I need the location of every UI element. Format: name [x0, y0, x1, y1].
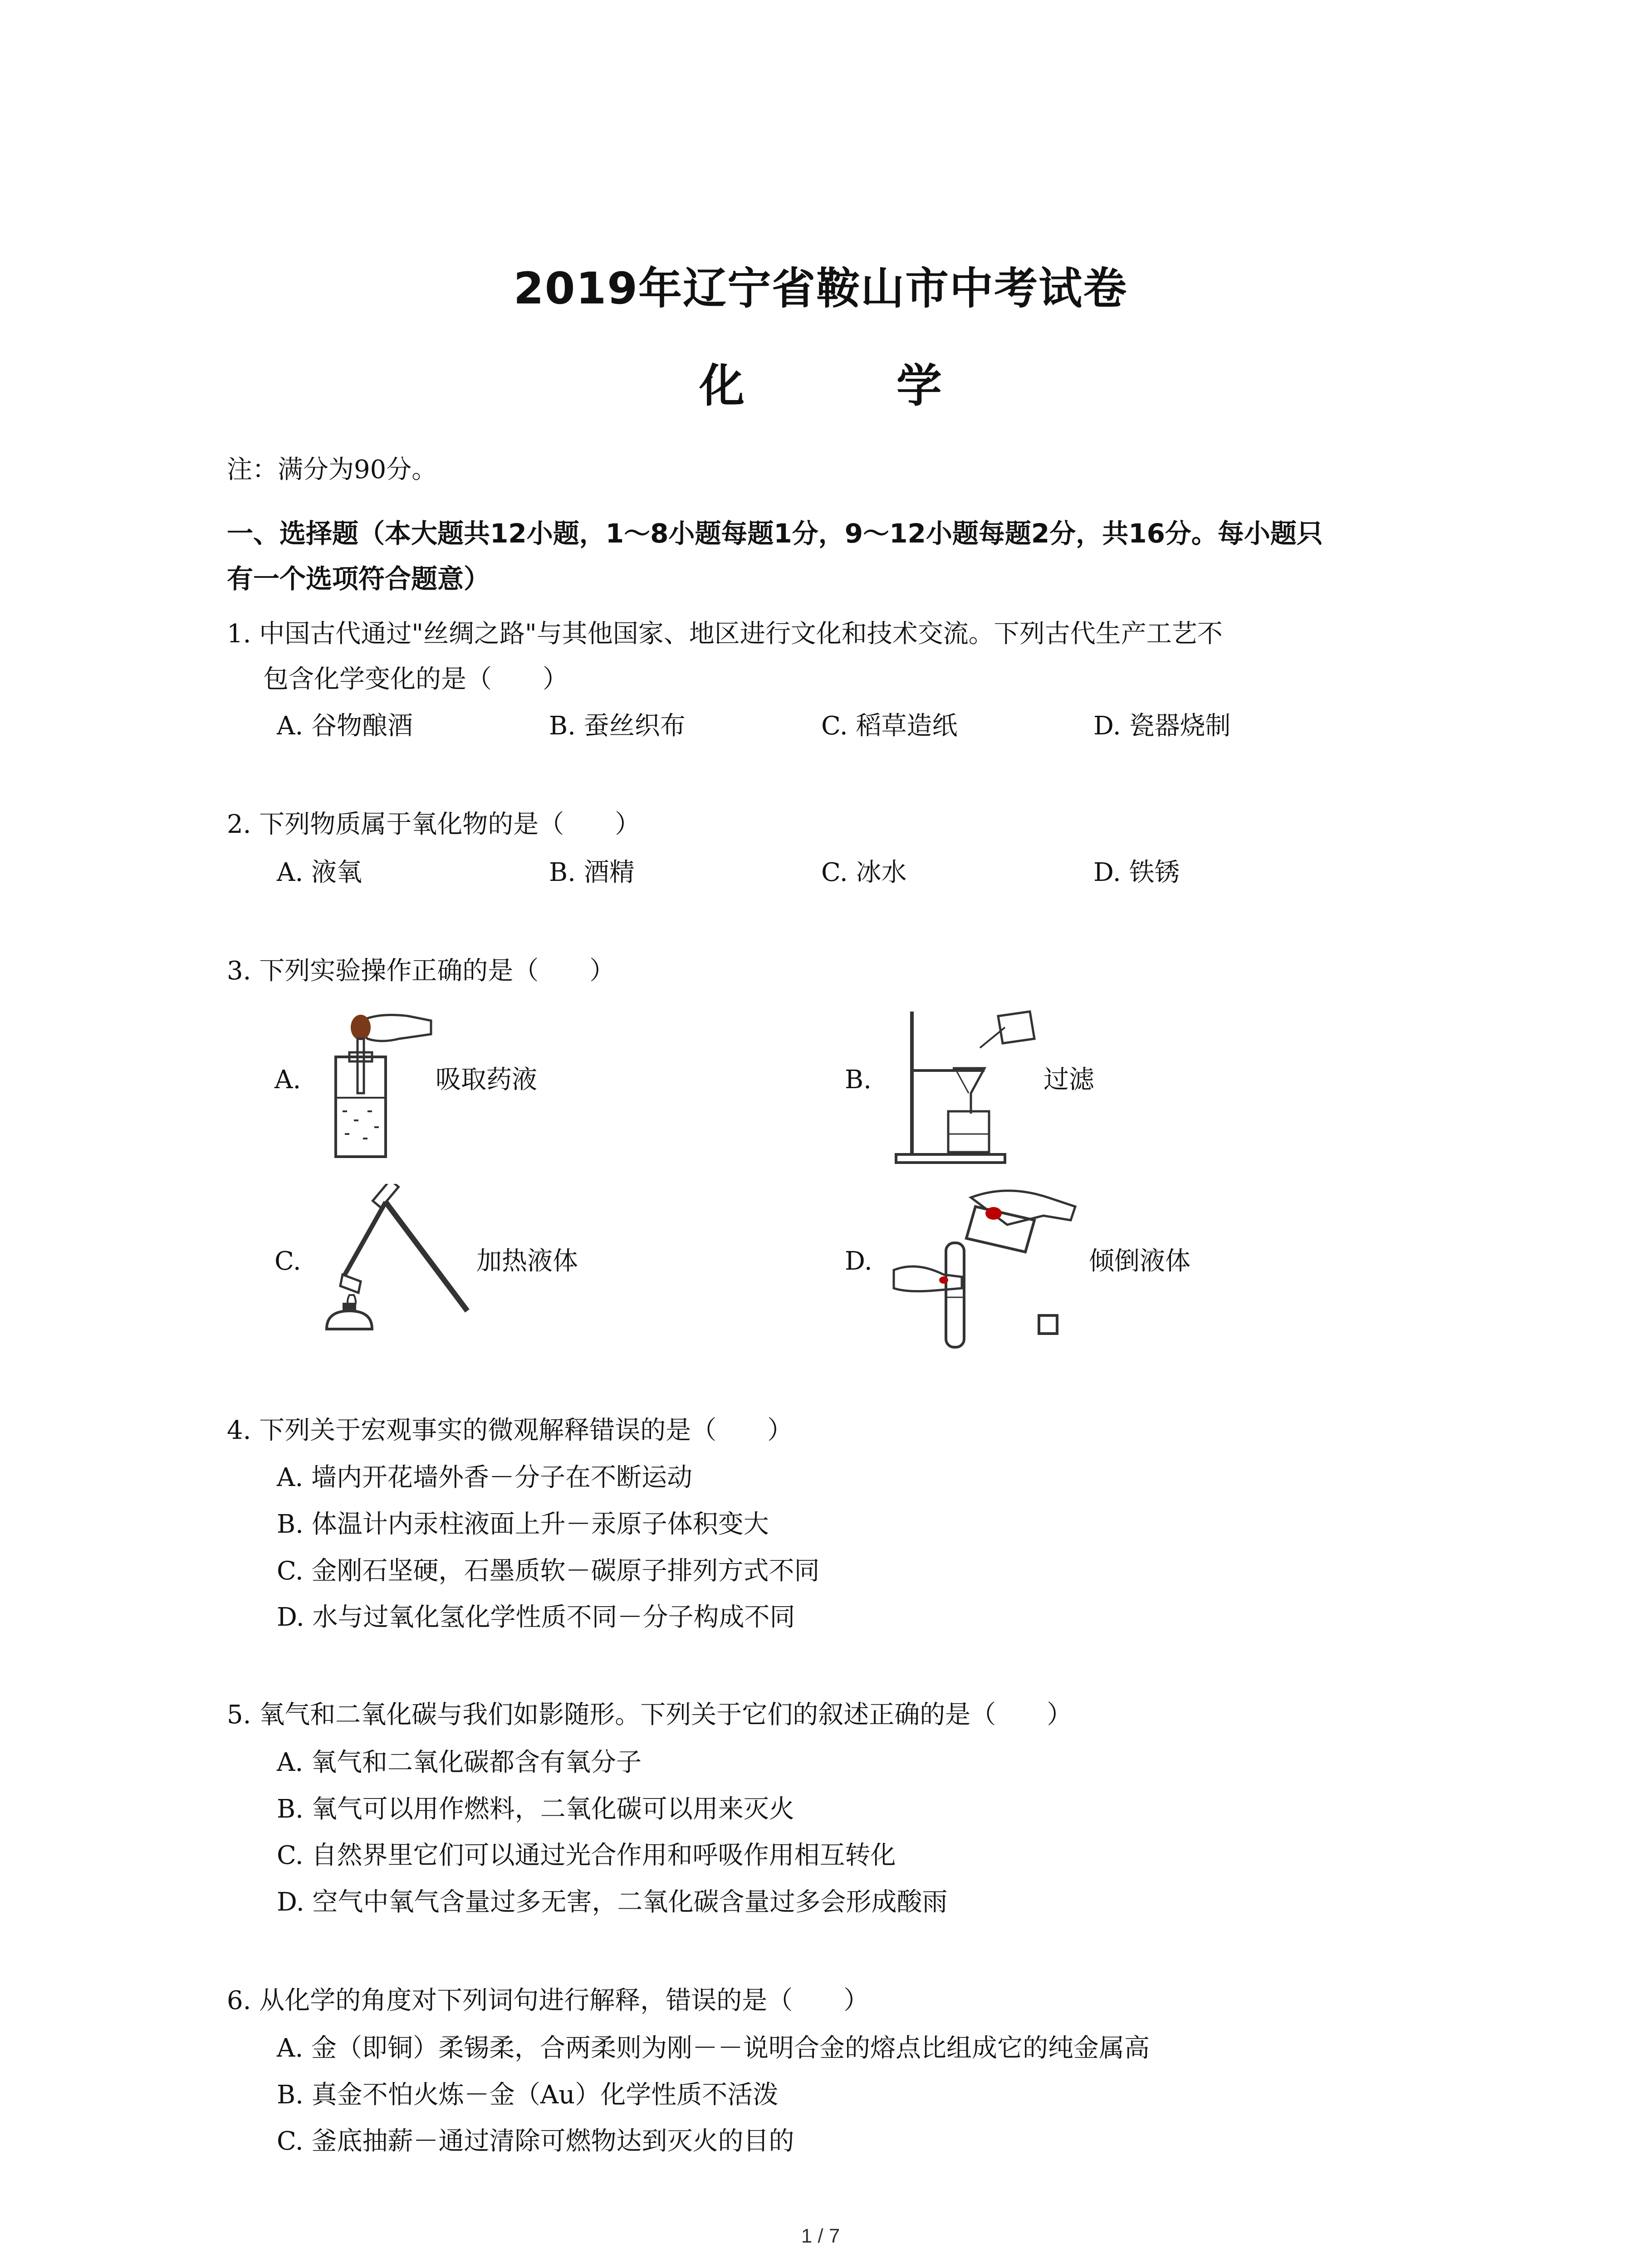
q4-option-a[interactable]: A. 墙内开花墙外香－分子在不断运动 — [277, 1463, 693, 1492]
q3-option-b-label[interactable]: 过滤 — [1043, 1065, 1094, 1095]
q3-option-a-label[interactable]: 吸取药液 — [436, 1065, 537, 1095]
page-title: 2019年辽宁省鞍山市中考试卷 — [513, 263, 1128, 314]
q6-stem: 6. 从化学的角度对下列词句进行解释，错误的是（ ） — [227, 1986, 869, 2015]
section-heading-line1: 一、选择题（本大题共12小题，1～8小题每题1分，9～12小题每题2分，共16分。每小题只 — [227, 518, 1323, 549]
q1-stem-line1: 1. 中国古代通过"丝绸之路"与其他国家、地区进行文化和技术交流。下列古代生产工艺不 — [227, 619, 1223, 649]
q1-option-d[interactable]: D. 瓷器烧制 — [1093, 711, 1231, 741]
q1-option-b[interactable]: B. 蚕丝织布 — [549, 711, 686, 741]
q6-option-b[interactable]: B. 真金不怕火炼－金（Au）化学性质不活泼 — [277, 2080, 779, 2110]
q5-option-a[interactable]: A. 氧气和二氧化碳都含有氧分子 — [277, 1748, 642, 1777]
q3-option-d-label[interactable]: 倾倒液体 — [1089, 1246, 1190, 1276]
q3-stem: 3. 下列实验操作正确的是（ ） — [227, 956, 615, 986]
q5-option-b[interactable]: B. 氧气可以用作燃料，二氧化碳可以用来灭火 — [277, 1794, 794, 1824]
q4-stem: 4. 下列关于宏观事实的微观解释错误的是（ ） — [227, 1416, 793, 1445]
q1-stem-line2: 包含化学变化的是（ ） — [263, 665, 568, 694]
q2-option-a[interactable]: A. 液氧 — [277, 858, 362, 887]
q2-stem: 2. 下列物质属于氧化物的是（ ） — [227, 810, 641, 839]
q3-option-c-letter[interactable]: C. — [274, 1246, 301, 1276]
q4-option-c[interactable]: C. 金刚石坚硬，石墨质软－碳原子排列方式不同 — [277, 1556, 820, 1586]
heating-illustration — [318, 1184, 476, 1338]
q3-option-b-letter[interactable]: B. — [845, 1065, 872, 1095]
q2-option-b[interactable]: B. 酒精 — [549, 858, 635, 887]
q2-option-d[interactable]: D. 铁锈 — [1093, 858, 1180, 887]
pouring-illustration — [889, 1179, 1089, 1352]
q3-option-d-letter[interactable]: D. — [845, 1246, 872, 1276]
q3-option-c-label[interactable]: 加热液体 — [476, 1246, 578, 1276]
page-number: 1 / 7 — [801, 2225, 840, 2247]
q1-option-c[interactable]: C. 稻草造纸 — [821, 711, 958, 741]
q3-option-a-letter[interactable]: A. — [274, 1065, 301, 1095]
q5-option-c[interactable]: C. 自然界里它们可以通过光合作用和呼吸作用相互转化 — [277, 1841, 896, 1870]
section-heading-line2: 有一个选项符合题意） — [227, 563, 490, 594]
q4-option-d[interactable]: D. 水与过氧化氢化学性质不同－分子构成不同 — [277, 1603, 795, 1632]
subject-title: 化 学 — [699, 359, 1010, 412]
dropper-illustration — [318, 1007, 436, 1161]
q6-option-c[interactable]: C. 釜底抽薪－通过清除可燃物达到灭火的目的 — [277, 2126, 794, 2156]
q6-option-a[interactable]: A. 金（即铜）柔锡柔，合两柔则为刚－－说明合金的熔点比组成它的纯金属高 — [277, 2033, 1150, 2063]
q5-stem: 5. 氧气和二氧化碳与我们如影随形。下列关于它们的叙述正确的是（ ） — [227, 1700, 1073, 1730]
q2-option-c[interactable]: C. 冰水 — [821, 858, 907, 887]
filtration-illustration — [894, 1002, 1043, 1166]
q4-option-b[interactable]: B. 体温计内汞柱液面上升－汞原子体积变大 — [277, 1510, 769, 1539]
score-note: 注：满分为90分。 — [227, 455, 437, 484]
q1-option-a[interactable]: A. 谷物酿酒 — [277, 711, 413, 741]
q5-option-d[interactable]: D. 空气中氧气含量过多无害，二氧化碳含量过多会形成酸雨 — [277, 1887, 948, 1917]
